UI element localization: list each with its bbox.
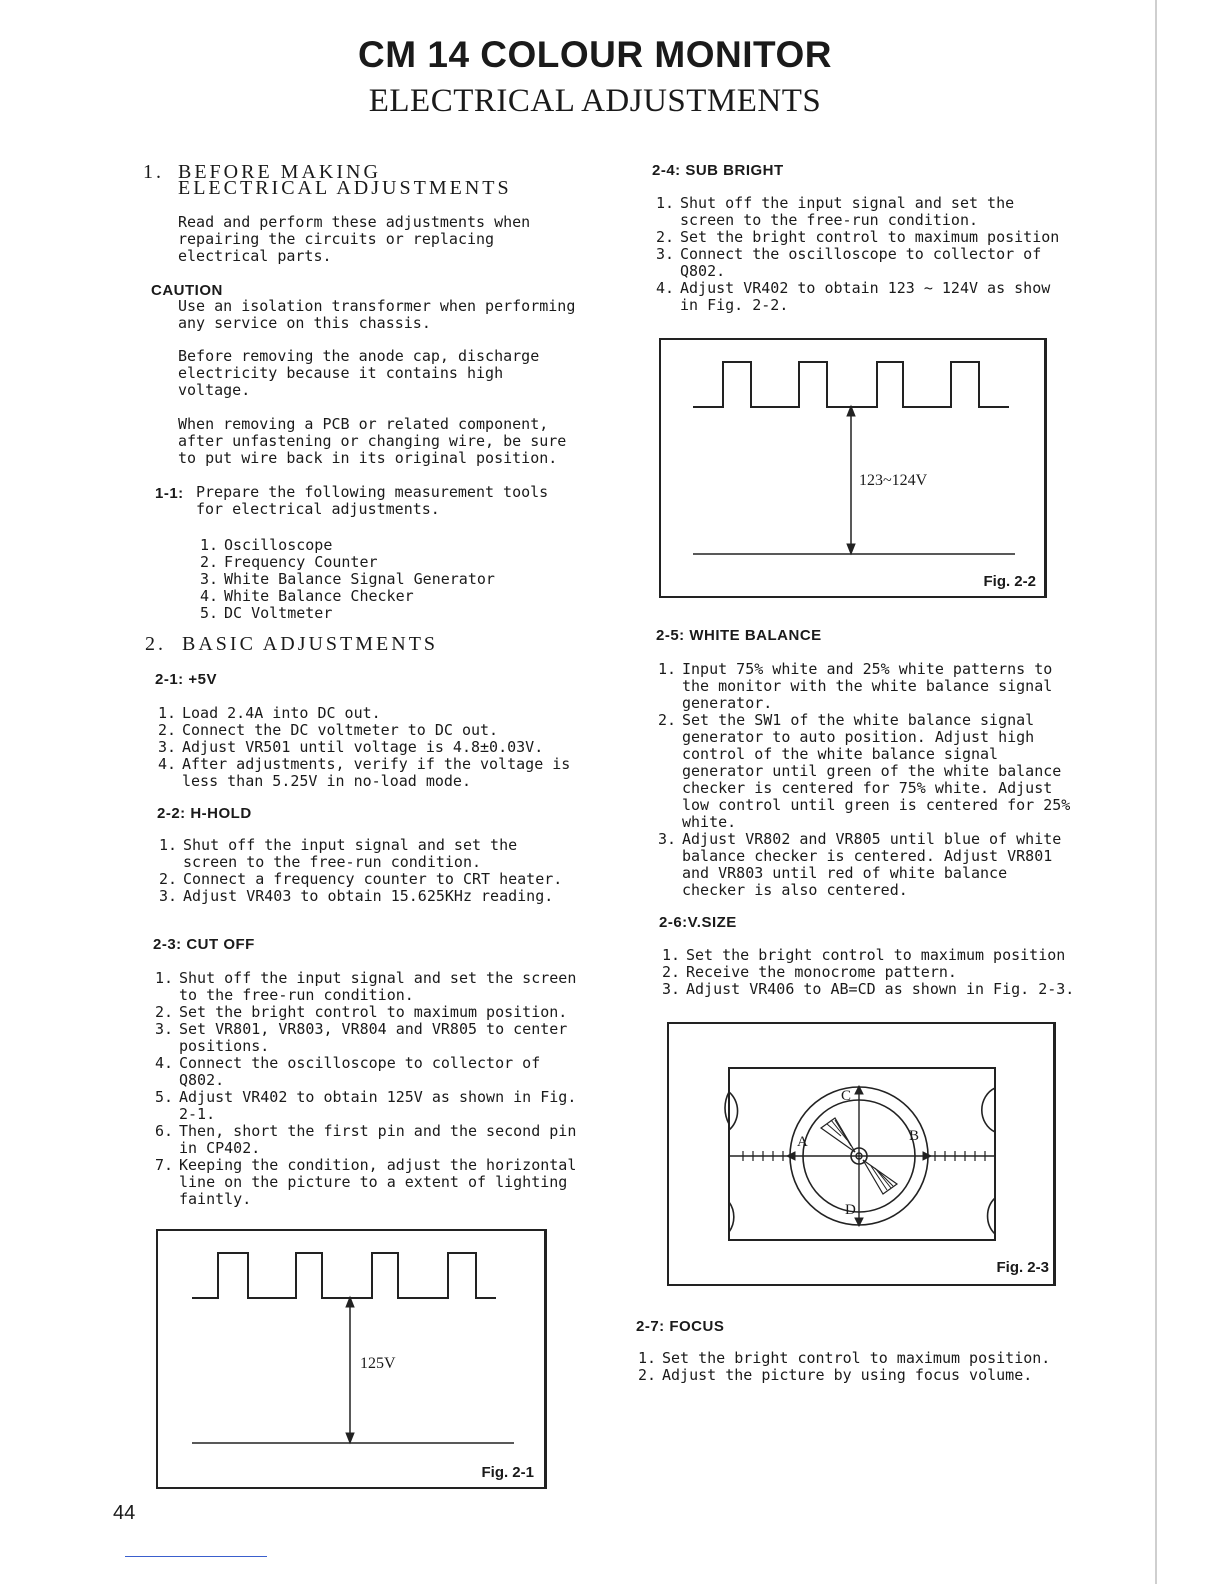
list-item: 2. Adjust the picture by using focus volume. xyxy=(638,1366,1033,1384)
list-item: 1. Shut off the input signal and set the screen to the free-run condition. xyxy=(155,969,577,1004)
page-title: CM 14 COLOUR MONITOR xyxy=(358,34,832,75)
section1-number: 1. xyxy=(143,161,164,183)
figure-2-1 xyxy=(156,1229,547,1489)
fig23-label-c: C xyxy=(841,1088,852,1104)
s21-list xyxy=(158,705,583,790)
list-item: 2. Receive the monocrome pattern. xyxy=(662,963,957,981)
list-item: 2. Set the bright control to maximum position xyxy=(656,228,1060,246)
list-item: 4. After adjustments, verify if the voltage is less than 5.25V in no-load mode. xyxy=(158,755,571,790)
section2-title: BASIC ADJUSTMENTS xyxy=(182,633,439,655)
list-item: 1. Set the bright control to maximum position. xyxy=(638,1349,1051,1367)
list-item: 1. Load 2.4A into DC out. xyxy=(158,704,381,722)
list-item: 2. Connect a frequency counter to CRT heater. xyxy=(159,870,563,888)
fig23-label-d: D xyxy=(845,1202,856,1218)
list-item: 1. Shut off the input signal and set the screen to the free-run condition. xyxy=(159,836,518,871)
page-edge-divider xyxy=(1155,0,1157,1584)
s21-heading: 2-1: +5V xyxy=(155,671,217,688)
fig21-label: Fig. 2-1 xyxy=(481,1464,534,1481)
caution-text: Use an isolation transformer when performing any service on this chassis. xyxy=(178,297,576,332)
list-item: 2. Connect the DC voltmeter to DC out. xyxy=(158,721,499,739)
list-item: 3. Adjust VR802 and VR805 until blue of white balance checker is centered. Adjust VR801 and VR803 until red of white balance checker is also centered. xyxy=(658,830,1062,899)
list-item: 3. Adjust VR403 to obtain 15.625KHz reading. xyxy=(159,887,554,905)
waveform-diagram xyxy=(158,1231,544,1487)
list-item: 2. Set the bright control to maximum position. xyxy=(155,1003,568,1021)
page-number: 44 xyxy=(113,1502,136,1524)
s23-heading: 2-3: CUT OFF xyxy=(153,936,255,953)
caution-label: CAUTION xyxy=(151,282,223,299)
sub11-text: Prepare the following measurement tools for electrical adjustments. xyxy=(196,483,549,518)
list-item: 2. Set the SW1 of the white balance signal generator to auto position. Adjust high control of the white balance signal generator until green of the white balance checker is centered for 75% white. Adjust low control until green is centered for 25% white. xyxy=(658,711,1071,831)
s24-list xyxy=(656,195,1076,314)
list-item: 3. Connect the oscilloscope to collector of Q802. xyxy=(656,245,1042,280)
intro-paragraph: Read and perform these adjustments when repairing the circuits or replacing electrical parts. xyxy=(178,213,531,265)
list-item: 1. Shut off the input signal and set the screen to the free-run condition. xyxy=(656,194,1015,229)
pcb-paragraph: When removing a PCB or related component, after unfastening or changing wire, be sure to put wire back in its original position. xyxy=(178,415,567,467)
fig22-label: Fig. 2-2 xyxy=(983,573,1036,590)
list-item: 1. Set the bright control to maximum position xyxy=(662,946,1066,964)
list-item: 3. Set VR801, VR803, VR804 and VR805 to center positions. xyxy=(155,1020,568,1055)
list-item: 7. Keeping the condition, adjust the horizontal line on the picture to a extent of lighting faintly. xyxy=(155,1156,577,1208)
s22-heading: 2-2: H-HOLD xyxy=(157,805,252,822)
section1-title-line1: BEFORE MAKING xyxy=(178,161,381,183)
s23-list xyxy=(155,970,585,1208)
figure-2-2 xyxy=(659,338,1047,598)
list-item: 3. Adjust VR406 to AB=CD as shown in Fig. 2-3. xyxy=(662,980,1075,998)
s22-list xyxy=(159,837,569,905)
tools-list xyxy=(200,537,560,622)
waveform-diagram xyxy=(661,340,1044,596)
s27-heading: 2-7: FOCUS xyxy=(636,1318,725,1335)
section2-number: 2. xyxy=(145,633,166,655)
fig23-label: Fig. 2-3 xyxy=(996,1259,1049,1276)
fig21-voltage: 125V xyxy=(360,1355,396,1372)
list-item: 4. Adjust VR402 to obtain 123 ~ 124V as show in Fig. 2-2. xyxy=(656,279,1051,314)
fig23-label-b: B xyxy=(909,1128,920,1144)
list-item: 5. Adjust VR402 to obtain 125V as shown in Fig. 2-1. xyxy=(155,1088,577,1123)
s26-heading: 2-6:V.SIZE xyxy=(659,914,737,931)
list-item: 6. Then, short the first pin and the second pin in CP402. xyxy=(155,1122,577,1157)
list-item: 1. Oscilloscope xyxy=(200,536,333,554)
list-item: 2. Frequency Counter xyxy=(200,553,378,571)
list-item: 4. Connect the oscilloscope to collector of Q802. xyxy=(155,1054,541,1089)
test-pattern-diagram xyxy=(669,1024,1053,1284)
s27-list xyxy=(638,1350,1078,1384)
s25-heading: 2-5: WHITE BALANCE xyxy=(656,627,822,644)
s26-list xyxy=(662,947,1082,998)
list-item: 5. DC Voltmeter xyxy=(200,604,333,622)
list-item: 4. White Balance Checker xyxy=(200,587,414,605)
page-subtitle: ELECTRICAL ADJUSTMENTS xyxy=(368,83,822,119)
footer-rule xyxy=(125,1556,267,1557)
fig22-voltage: 123~124V xyxy=(859,472,928,489)
section1-title-line2: ELECTRICAL ADJUSTMENTS xyxy=(178,177,512,199)
s25-list xyxy=(658,661,1078,899)
list-item: 1. Input 75% white and 25% white patterns to the monitor with the white balance signal generator. xyxy=(658,660,1053,712)
list-item: 3. Adjust VR501 until voltage is 4.8±0.03V. xyxy=(158,738,544,756)
list-item: 3. White Balance Signal Generator xyxy=(200,570,495,588)
figure-2-3 xyxy=(667,1022,1056,1286)
sub11-label: 1-1: xyxy=(155,485,184,502)
anode-paragraph: Before removing the anode cap, discharge electricity because it contains high voltage. xyxy=(178,347,540,399)
s24-heading: 2-4: SUB BRIGHT xyxy=(652,162,784,179)
fig23-label-a: A xyxy=(797,1134,808,1150)
